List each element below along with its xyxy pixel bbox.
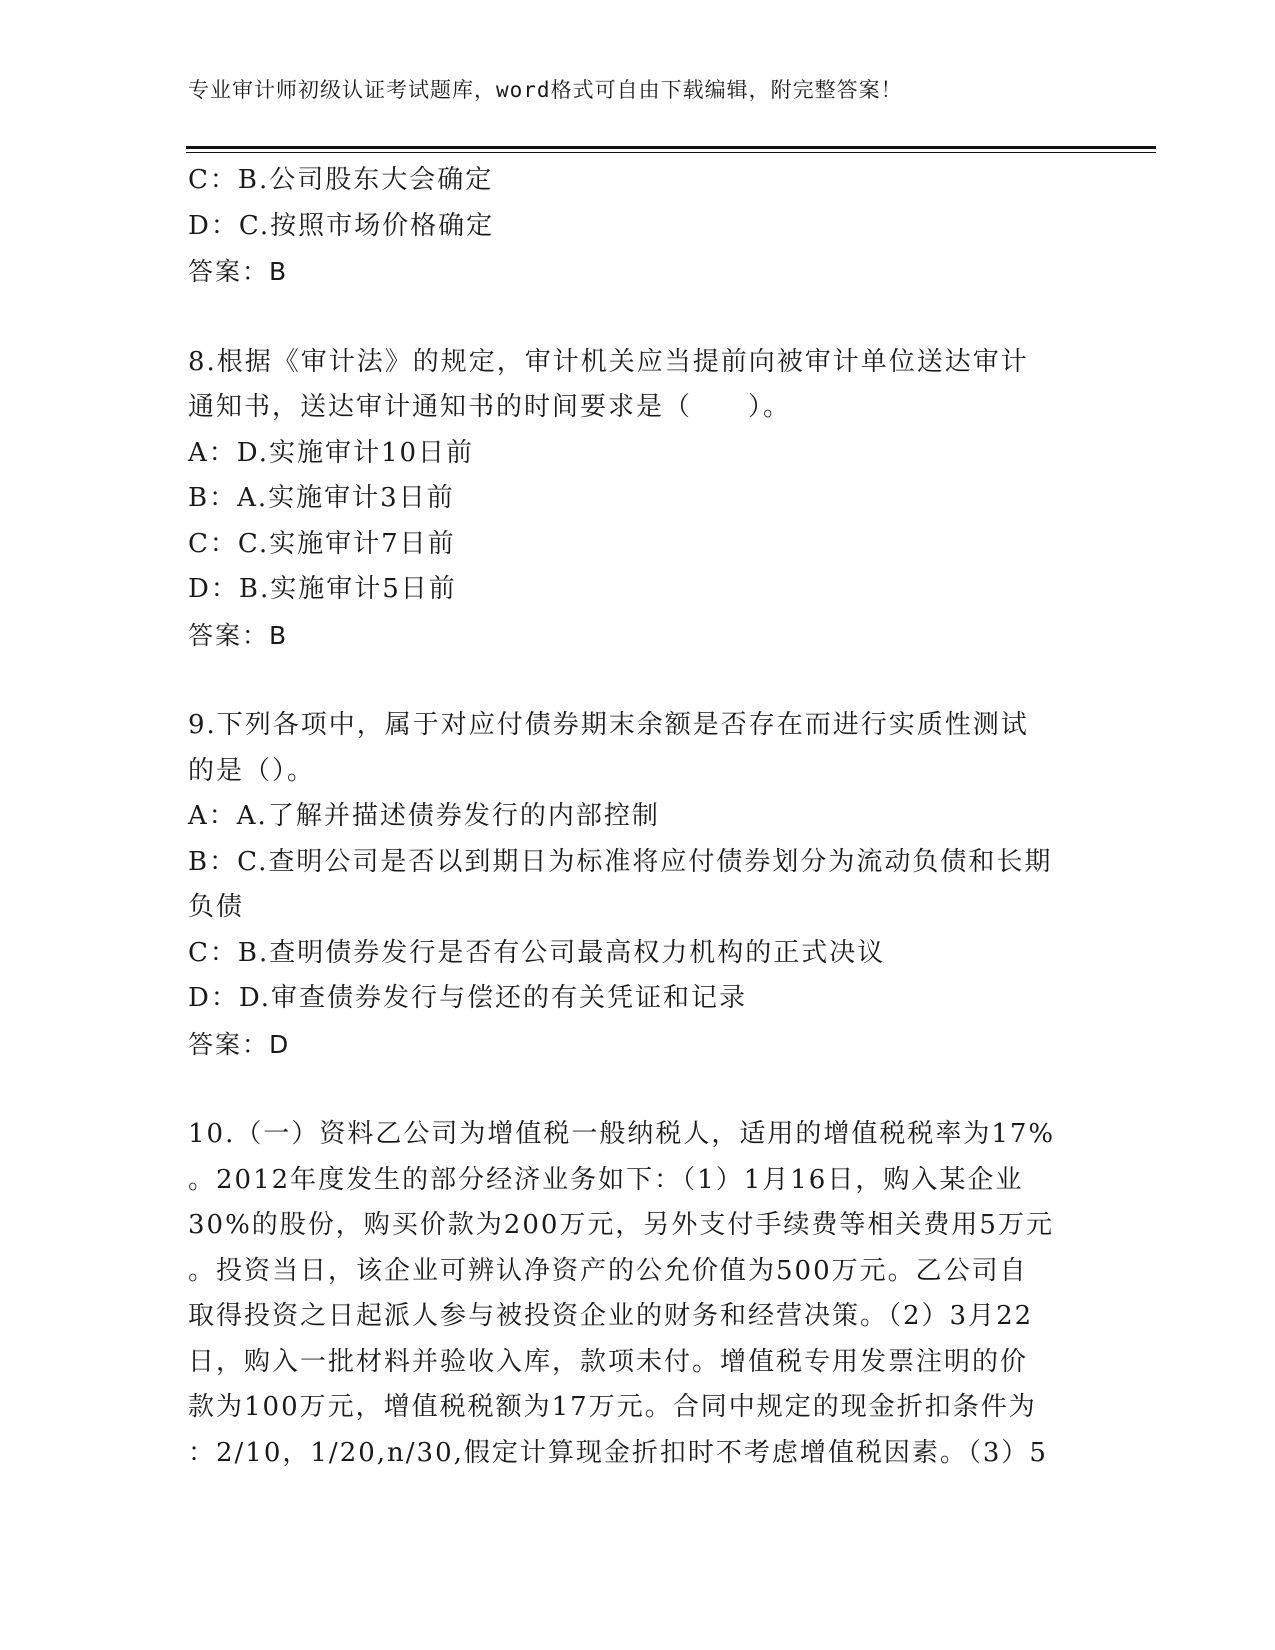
q9-stem-line1: 9.下列各项中，属于对应付债券期末余额是否存在而进行实质性测试 — [188, 710, 1029, 740]
q10-line8: ：2/10，1/20,n/30,假定计算现金折扣时不考虑增值税因素。（3）5 — [188, 1437, 1048, 1468]
spacer — [188, 1067, 1093, 1112]
q10-line3: 30%的股份，购买价款为200万元，另外支付手续费等相关费用5万元 — [188, 1210, 1054, 1240]
header-divider-thin — [186, 152, 1156, 153]
q10-line7: 款为100万元，增值税税额为17万元。合同中规定的现金折扣条件为 — [188, 1392, 1037, 1422]
q9-option-b-line2: 负债 — [188, 892, 245, 922]
q8-answer: 答案：B — [188, 620, 289, 650]
spacer — [188, 295, 1093, 340]
q10-line2: 。2012年度发生的部分经济业务如下：（1）1月16日，购入某企业 — [188, 1164, 1024, 1195]
q7-option-d: D：C.按照市场价格确定 — [188, 210, 495, 241]
q9-option-b-line1: B：C.查明公司是否以到期日为标准将应付债券划分为流动负债和长期 — [188, 846, 1053, 877]
spacer — [188, 658, 1093, 703]
q10-line5: 取得投资之日起派人参与被投资企业的财务和经营决策。（2）3月22 — [188, 1301, 1034, 1331]
q10-line6: 日，购入一批材料并验收入库，款项未付。增值税专用发票注明的价 — [188, 1346, 1029, 1377]
header-divider-thick — [186, 146, 1156, 149]
q7-answer: 答案：B — [188, 257, 289, 286]
q9-stem-line2: 的是（）。 — [188, 755, 316, 786]
q10-line1: 10.（一）资料乙公司为增值税一般纳税人，适用的增值税税率为17% — [188, 1119, 1056, 1149]
q10-line4: 。投资当日，该企业可辨认净资产的公允价值为500万元。乙公司自 — [188, 1255, 1028, 1286]
q8-stem-line2: 通知书，送达审计通知书的时间要求是（ ）。 — [188, 392, 792, 422]
q8-stem-line1: 8.根据《审计法》的规定，审计机关应当提前向被审计单位送达审计 — [188, 346, 1029, 377]
q8-option-b: B：A.实施审计3日前 — [188, 483, 455, 513]
page-header: 专业审计师初级认证考试题库，word格式可自由下载编辑，附完整答案！ — [188, 78, 903, 102]
q9-answer: 答案：D — [188, 1029, 291, 1059]
document-body — [188, 158, 1093, 1476]
q9-option-c: C：B.查明债券发行是否有公司最高权力机构的正式决议 — [188, 937, 886, 968]
q8-option-a: A：D.实施审计10日前 — [188, 437, 475, 468]
q8-option-d: D：B.实施审计5日前 — [188, 574, 457, 604]
q8-option-c: C：C.实施审计7日前 — [188, 528, 456, 559]
q9-option-a: A：A.了解并描述债券发行的内部控制 — [188, 801, 660, 831]
q9-option-d: D：D.审查债券发行与偿还的有关凭证和记录 — [188, 983, 748, 1013]
q7-option-c: C：B.公司股东大会确定 — [188, 165, 494, 195]
